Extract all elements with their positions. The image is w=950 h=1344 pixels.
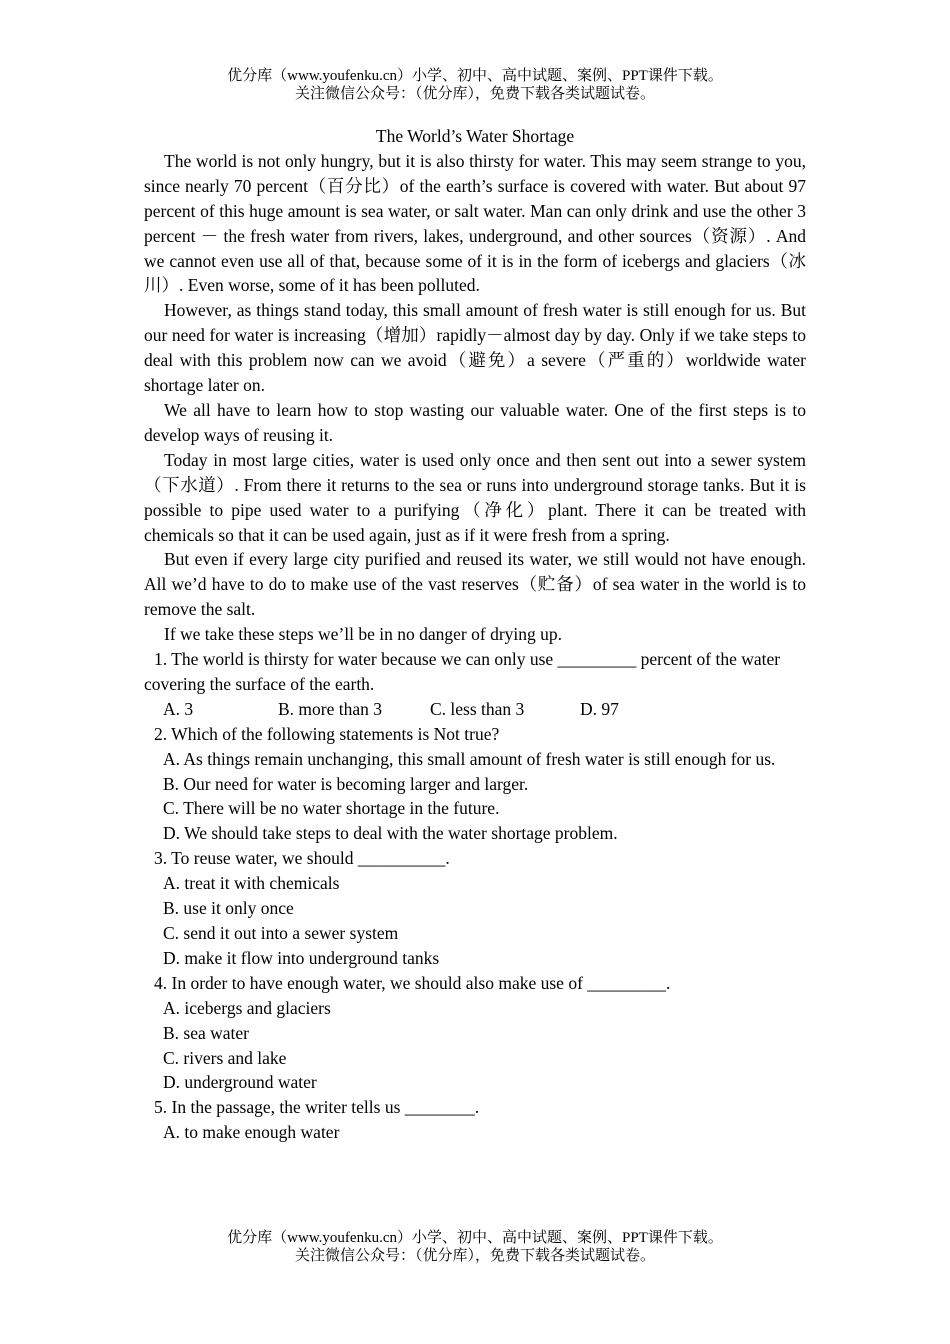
question-5-stem: 5. In the passage, the writer tells us ________. bbox=[154, 1097, 480, 1118]
question-4-option-b: B. sea water bbox=[163, 1022, 250, 1043]
page-footer bbox=[0, 1229, 950, 1265]
question-3-option-a: A. treat it with chemicals bbox=[163, 873, 340, 894]
paragraph-2: However, as things stand today, this small amount of fresh water is still enough for us. But our need for water is increasing（增加）rapidly－almost day by day. Only if we take steps to deal with this problem now can we avoid（避免）a severe（严重的）worldwide water shortage later on. bbox=[144, 300, 806, 396]
paragraph-4: Today in most large cities, water is used only once and then sent out into a sewer system（下水道）. From there it returns to the sea or runs into underground storage tanks. But it is possible to pipe used water to a purifying（净化）plant. There it can be treated with chemicals so that it can be used again, just as if it were fresh from a spring. bbox=[144, 449, 806, 545]
question-4-stem: 4. In order to have enough water, we should also make use of _________. bbox=[154, 972, 671, 993]
question-1-stem: 1. The world is thirsty for water because we can only use _________ percent of the water covering the surface of the earth. bbox=[144, 649, 781, 694]
question-2-option-b: B. Our need for water is becoming larger and larger. bbox=[163, 773, 529, 794]
passage-title: The World’s Water Shortage bbox=[375, 126, 575, 146]
question-3-option-d: D. make it flow into underground tanks bbox=[163, 947, 440, 968]
question-3-stem: 3. To reuse water, we should __________. bbox=[154, 848, 450, 869]
question-1-options bbox=[144, 697, 806, 722]
paragraph-6: If we take these steps we’ll be in no danger of drying up. bbox=[164, 624, 563, 645]
paragraph-3: We all have to learn how to stop wasting our valuable water. One of the first steps is to develop ways of reusing it. bbox=[144, 399, 806, 445]
question-2-stem: 2. Which of the following statements is Not true? bbox=[154, 723, 500, 744]
question-1-option-d: D. 97 bbox=[580, 698, 619, 719]
question-5-option-a: A. to make enough water bbox=[163, 1122, 340, 1143]
question-2-option-c: C. There will be no water shortage in the future. bbox=[163, 798, 500, 819]
question-4-option-c: C. rivers and lake bbox=[163, 1047, 287, 1068]
question-3-option-b: B. use it only once bbox=[163, 898, 294, 919]
paragraph-1: The world is not only hungry, but it is also thirsty for water. This may seem strange to you, since nearly 70 percent（百分比）of the earth’s surface is covered with water. But about 97 percent of this huge amount is sea water, or salt water. Man can only drink and use the other 3 percent － the fresh water from rivers, lakes, underground, and other sources（资源）. And we cannot even use all of that, because some of it is in the form of icebergs and glaciers（冰川）. Even worse, some of it has been polluted. bbox=[144, 150, 806, 296]
footer-line-2: 关注微信公众号：（优分库），免费下载各类试题试卷。 bbox=[294, 1248, 655, 1264]
page-header bbox=[0, 67, 950, 103]
header-line-2: 关注微信公众号：（优分库），免费下载各类试题试卷。 bbox=[294, 86, 655, 102]
question-2-option-d: D. We should take steps to deal with the water shortage problem. bbox=[163, 823, 618, 844]
question-1-option-c: C. less than 3 bbox=[430, 698, 525, 719]
header-line-1: 优分库（www.youfenku.cn）小学、初中、高中试题、案例、PPT课件下载。 bbox=[227, 68, 723, 84]
question-4-option-d: D. underground water bbox=[163, 1072, 317, 1093]
question-4-option-a: A. icebergs and glaciers bbox=[163, 997, 331, 1018]
question-1-option-b: B. more than 3 bbox=[278, 698, 383, 719]
document-body bbox=[144, 124, 806, 1145]
question-2-option-a: A. As things remain unchanging, this small amount of fresh water is still enough for us. bbox=[163, 748, 776, 769]
paragraph-5: But even if every large city purified and reused its water, we still would not have enough. All we’d have to do to make use of the vast reserves（贮备）of sea water in the world is to remove the salt. bbox=[144, 549, 806, 620]
footer-line-1: 优分库（www.youfenku.cn）小学、初中、高中试题、案例、PPT课件下载。 bbox=[227, 1230, 723, 1246]
question-1-option-a: A. 3 bbox=[163, 698, 194, 719]
question-3-option-c: C. send it out into a sewer system bbox=[163, 923, 399, 943]
